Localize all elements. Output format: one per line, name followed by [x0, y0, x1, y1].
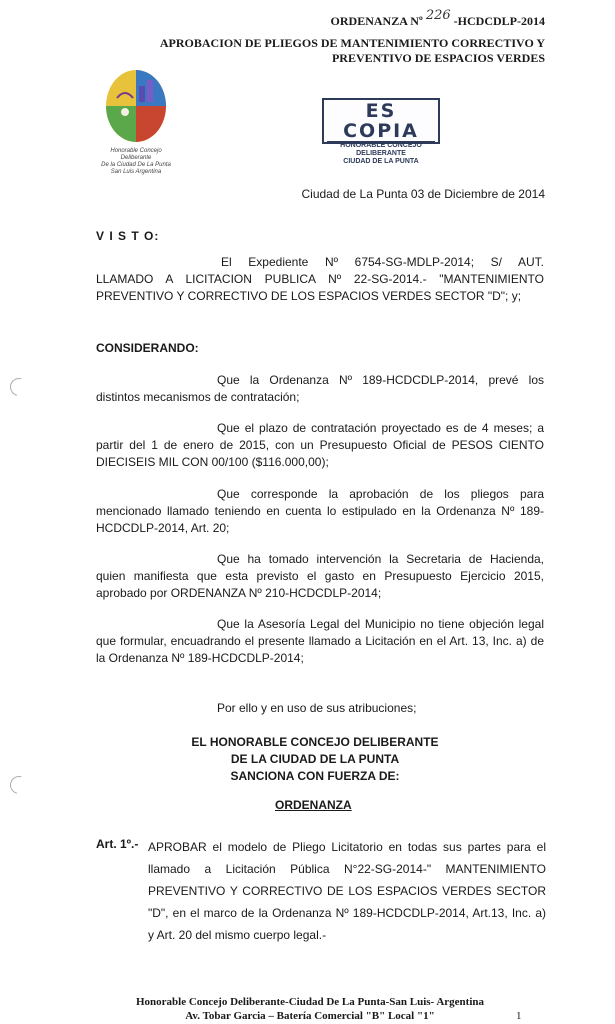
- title-line-2: PREVENTIVO DE ESPACIOS VERDES: [331, 51, 545, 65]
- considerando-1-lead: Que la Ordenanza Nº 189-HCDCDLP-2014, prevé los: [217, 373, 544, 387]
- considerando-paragraph-4: [96, 551, 544, 602]
- sanction-line-2: DE LA CIUDAD DE LA PUNTA: [230, 752, 400, 766]
- council-logo: [100, 68, 172, 178]
- considerando-paragraph-3: [96, 486, 544, 537]
- closing-phrase: Por ello y en uso de sus atribuciones;: [217, 701, 417, 715]
- considerando-paragraph-1: [96, 372, 544, 406]
- ordinance-number-line: [330, 8, 545, 29]
- considerando-paragraph-2: [96, 420, 544, 471]
- considerando-2-rest: partir del 1 de enero de 2015, con un Presupuesto Oficial de PESOS CIENTO DIECISEIS MIL CON 00/100 ($116.000,00);: [96, 438, 544, 469]
- sanction-block: [175, 734, 455, 785]
- considerando-paragraph-5: [96, 616, 544, 667]
- copy-stamp: [322, 98, 440, 165]
- considerando-5-lead: Que la Asesoría Legal del Municipio no tiene objeción legal: [217, 617, 544, 631]
- stamp-title: ES COPIA: [343, 100, 419, 142]
- ordinance-number-handwritten: 226: [425, 8, 451, 23]
- logo-caption-2: De la Ciudad De La Punta: [101, 162, 171, 168]
- title-line-1: APROBACION DE PLIEGOS DE MANTENIMIENTO CORRECTIVO Y: [159, 36, 545, 50]
- logo-caption-1: Honorable Concejo Deliberante: [110, 148, 162, 161]
- stamp-line-1: HONORABLE CONCEJO DELIBERANTE: [327, 141, 435, 158]
- document-date: Ciudad de La Punta 03 de Diciembre de 2014: [301, 187, 545, 201]
- logo-caption-3: San Luis Argentina: [110, 169, 162, 175]
- sanction-line-1: EL HONORABLE CONCEJO DELIBERANTE: [191, 735, 439, 749]
- ordinance-suffix: -HCDCDLP-2014: [453, 14, 545, 28]
- considerando-2-lead: Que el plazo de contratación proyectado es de 4 meses; a: [217, 421, 544, 435]
- footer-line-2: Av. Tobar Garcia – Batería Comercial "B" Local "1": [185, 1010, 435, 1022]
- sanction-line-3: SANCIONA CON FUERZA DE:: [230, 769, 400, 783]
- considerando-3-lead: Que corresponde la aprobación de los pliegos para: [217, 487, 544, 501]
- considerando-4-rest: quien manifiesta que esta previsto el gasto en Presupuesto Ejercicio 2015, aprobado por ORDENANZA Nº 210-HCDCDLP-2014;: [96, 569, 544, 600]
- considerando-5-rest: que formular, encuadrando el presente llamado a Licitación en el Art. 13, Inc. a) de la Ordenanza Nº 189-HCDCDLP-2014;: [96, 634, 544, 665]
- visto-text: [96, 254, 544, 305]
- considerando-4-lead: Que ha tomado intervención la Secretaria de Hacienda,: [217, 552, 544, 566]
- footer-line-1: Honorable Concejo Deliberante-Ciudad De La Punta-San Luis- Argentina: [135, 996, 485, 1008]
- considerando-heading: CONSIDERANDO:: [96, 341, 199, 355]
- stamp-line-2: CIUDAD DE LA PUNTA: [343, 158, 419, 165]
- article-1-text: APROBAR el modelo de Pliego Licitatorio en todas sus partes para el llamado a Licitación Pública N°22-SG-2014-" MANTENIMIENTO PREVENTIVO Y CORRECTIVO DE LOS ESPACIOS VERDES SECTOR "D", en el marco de la Ordenanza Nº 189-HCDCDLP-2014, Art.13, Inc. a) y Art. 20 del mismo cuerpo legal.-: [148, 840, 546, 942]
- binder-hole-mark: [7, 773, 32, 798]
- visto-heading: V I S T O:: [96, 229, 160, 243]
- ordenanza-heading: ORDENANZA: [275, 798, 352, 812]
- visto-text-rest: LLAMADO A LICITACION PUBLICA Nº 22-SG-2014.- "MANTENIMIENTO PREVENTIVO Y CORRECTIVO DE LOS ESPACIOS VERDES SECTOR "D"; y;: [96, 272, 544, 303]
- page-number: 1: [516, 1010, 522, 1022]
- visto-text-lead: El Expediente Nº 6754-SG-MDLP-2014; S/ AUT.: [221, 255, 544, 269]
- considerando-3-rest: mencionado llamado teniendo en cuenta lo estipulado en la Ordenanza Nº 189-HCDCDLP-2014, Art. 20;: [96, 504, 544, 535]
- logo-emblem-icon: [103, 68, 169, 144]
- binder-hole-mark: [7, 375, 32, 400]
- article-1-label: Art. 1º.-: [96, 837, 139, 851]
- ordinance-prefix: ORDENANZA Nº: [330, 14, 423, 28]
- considerando-1-rest: distintos mecanismos de contratación;: [96, 390, 300, 404]
